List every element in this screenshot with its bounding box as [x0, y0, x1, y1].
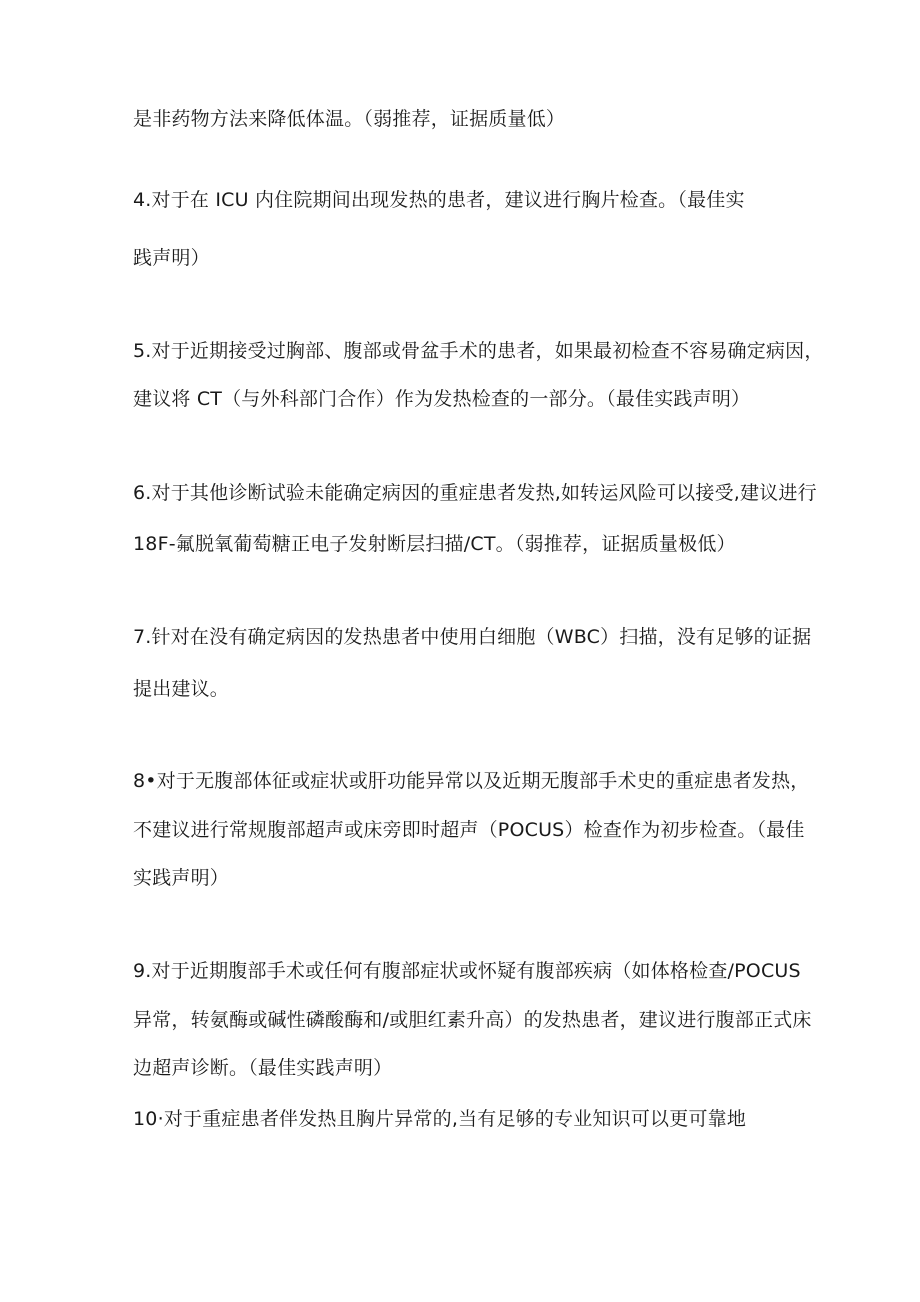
text-line-12: 实践声明） [133, 867, 230, 889]
text-line-7: 18F-氟脱氧葡萄糖正电子发射断层扫描/CT。（弱推荐，证据质量极低） [133, 533, 736, 555]
text-line-4: 5.对于近期接受过胸部、腹部或骨盆手术的患者，如果最初检查不容易确定病因， [133, 340, 824, 362]
text-line-9: 提出建议。 [133, 678, 230, 700]
text-line-16: 10·对于重症患者伴发热且胸片异常的,当有足够的专业知识可以更可靠地 [133, 1108, 747, 1130]
text-line-2: 4.对于在 ICU 内住院期间出现发热的患者，建议进行胸片检查。（最佳实 [133, 189, 745, 211]
text-line-10: 8•对于无腹部体征或症状或肝功能异常以及近期无腹部手术史的重症患者发热， [133, 770, 810, 792]
text-line-11: 不建议进行常规腹部超声或床旁即时超声（POCUS）检查作为初步检查。（最佳 [133, 819, 805, 841]
text-line-15: 边超声诊断。（最佳实践声明） [133, 1057, 393, 1079]
text-line-14: 异常，转氨酶或碱性磷酸酶和/或胆红素升高）的发热患者，建议进行腹部正式床 [133, 1009, 812, 1031]
text-line-13: 9.对于近期腹部手术或任何有腹部症状或怀疑有腹部疾病（如体格检查/POCUS [133, 960, 801, 982]
text-line-6: 6.对于其他诊断试验未能确定病因的重症患者发热,如转运风险可以接受,建议进行 [133, 482, 817, 504]
text-line-1: 是非药物方法来降低体温。（弱推荐，证据质量低） [133, 108, 566, 130]
text-line-3: 践声明） [133, 247, 210, 269]
text-line-5: 建议将 CT（与外科部门合作）作为发热检查的一部分。（最佳实践声明） [133, 388, 751, 410]
text-line-8: 7.针对在没有确定病因的发热患者中使用白细胞（WBC）扫描，没有足够的证据 [133, 626, 812, 648]
